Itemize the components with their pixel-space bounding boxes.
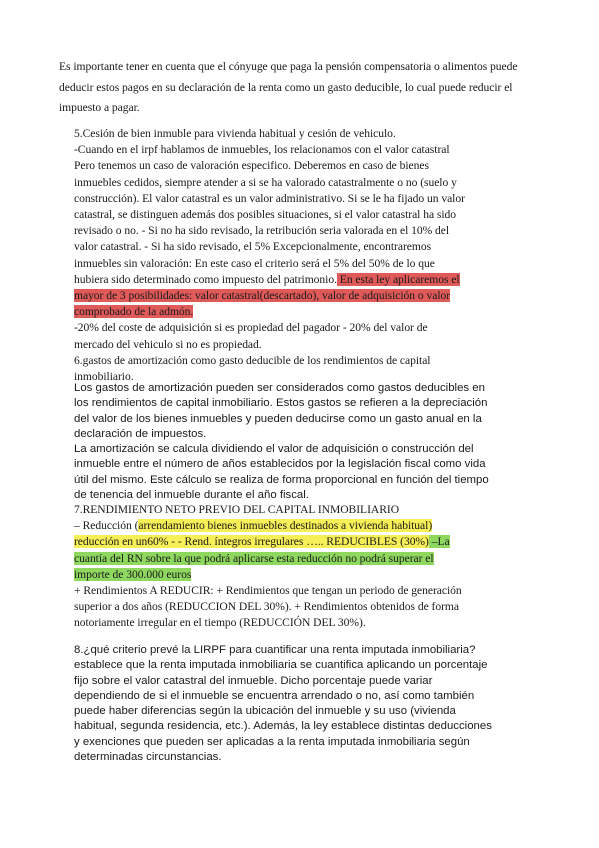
- section-7-line: [74, 534, 462, 550]
- section-8-line: determinadas circunstancias.: [74, 751, 222, 764]
- section-6-line: inmueble entre el número de años establecidos por la legislación fiscal como vida: [74, 458, 486, 471]
- intro-line: Es importante tener en cuenta que el cónyuge que paga la pensión compensatoria o alimentos puede: [59, 60, 518, 73]
- section-6-heading-line: inmobiliario.: [74, 369, 134, 383]
- section-6-paragraph-2: [74, 442, 489, 503]
- section-5-line: catastral, se distinguen además dos posibles situaciones, si el valor catastral ha sido: [74, 208, 457, 222]
- section-5-line: construcción). El valor catastral es un valor administrativo. Si se le ha fijado un valor: [74, 191, 465, 205]
- section-6-line: Los gastos de amortización pueden ser considerados como gastos deducibles en: [74, 382, 485, 394]
- section-5-text: hubiera sido determinado como impuesto del patrimonio.: [74, 272, 337, 286]
- green-highlight: importe de 300.000 euros: [74, 567, 192, 581]
- section-6-line: útil del mismo. Este cálculo se realiza de forma proporcional en función del tiempo: [74, 473, 489, 486]
- section-5-line: [74, 272, 465, 288]
- section-5-line: inmuebles cedidos, siempre atender a si se ha valorado catastralmente o no (suelo y: [74, 175, 457, 189]
- section-7-line: [74, 518, 462, 534]
- section-7-line: [74, 551, 462, 567]
- yellow-highlight: arrendamiento bienes inmuebles destinados a vivienda habitual): [138, 519, 433, 533]
- section-6-line: del valor de los bienes inmuebles y pueden deducirse como un gasto anual en la: [74, 412, 482, 425]
- section-5: [74, 126, 465, 353]
- yellow-highlight: reducción en un60% - - Rend. íntegros irregulares ….. REDUCIBLES (30%): [74, 535, 429, 549]
- section-5-line: -Cuando en el irpf hablamos de inmuebles, los relacionamos con el valor catastral: [74, 143, 450, 157]
- section-7-line: [74, 567, 462, 583]
- section-5-line: -20% del coste de adquisición si es propiedad del pagador - 20% del valor de: [74, 321, 428, 335]
- section-6-line: declaración de impuestos.: [74, 427, 207, 440]
- section-5-line: [74, 304, 465, 320]
- red-highlight: mayor de 3 posibilidades: valor catastral(descartado), valor de adquisición o valor: [74, 289, 451, 303]
- section-8-line: y exenciones que pueden ser aplicadas a la renta imputada inmobiliaria según: [74, 735, 470, 748]
- section-6-paragraph-1: [74, 381, 487, 442]
- intro-line: impuesto a pagar.: [59, 101, 140, 114]
- section-7-text: – Reducción (: [74, 519, 139, 533]
- section-5-line: mercado del vehiculo si no es propiedad.: [74, 337, 262, 351]
- section-6-line: de tenencia del inmueble durante el año fiscal.: [74, 488, 309, 501]
- section-8-line: puede haber diferencias según la ubicación del inmueble y su uso (vivienda: [74, 705, 456, 718]
- section-8: [74, 643, 492, 765]
- section-5-line: Pero tenemos un caso de valoración especifico. Deberemos en caso de bienes: [74, 159, 429, 173]
- intro-line: deducir estos pagos en su declaración de la renta como un gasto deducible, lo cual puede reducir el: [59, 80, 513, 94]
- section-5-heading: 5.Cesión de bien inmuble para vivienda habitual y cesión de vehiculo.: [74, 127, 396, 140]
- red-highlight: comprobado de la admón.: [74, 305, 194, 319]
- section-7-line: notoriamente irregular en el tiempo (REDUCCIÓN DEL 30%).: [74, 616, 366, 630]
- green-highlight: cuantía del RN sobre la que podrá aplicarse esta reducción no podrá superar el: [74, 551, 434, 565]
- section-7: [74, 502, 462, 632]
- section-5-line: revisado o no. - Si no ha sido revisado, la retribución seria valorada en el 10% del: [74, 224, 450, 238]
- section-7-heading: 7.RENDIMIENTO NETO PREVIO DEL CAPITAL INMOBILIARIO: [74, 503, 400, 516]
- section-7-line: + Rendimientos A REDUCIR: + Rendimientos que tengan un periodo de generación: [74, 584, 462, 598]
- intro-paragraph: [59, 57, 517, 119]
- section-8-line: establece que la renta imputada inmobiliaria se cuantifica aplicando un porcentaje: [74, 659, 488, 672]
- section-8-line: fijo sobre el valor catastral del inmueble. Dicho porcentaje puede variar: [74, 674, 433, 687]
- section-5-line: inmuebles sin valoración: En este caso el criterio será el 5% del 50% de lo que: [74, 256, 435, 270]
- section-7-line: superior a dos años (REDUCCION DEL 30%). + Rendimientos obtenidos de forma: [74, 600, 459, 614]
- section-6-line: los rendimientos de capital inmobiliario. Estos gastos se refieren a la depreciación: [74, 397, 488, 410]
- red-highlight: En esta ley aplicaremos el: [336, 272, 460, 286]
- section-5-line: [74, 288, 465, 304]
- section-6-heading: [74, 353, 430, 384]
- section-6-line: La amortización se calcula dividiendo el valor de adquisición o construcción del: [74, 443, 474, 455]
- section-5-line: valor catastral. - Si ha sido revisado, el 5% Excepcionalmente, encontraremos: [74, 240, 432, 254]
- section-8-line: habitual, segunda residencia, etc.). Además, la ley establece distintas deducciones: [74, 720, 492, 733]
- green-highlight: –La: [428, 535, 450, 549]
- section-8-heading: 8.¿qué criterio prevé la LIRPF para cuantificar una renta imputada inmobiliaria?: [74, 644, 476, 656]
- section-6-heading-line: 6.gastos de amortización como gasto deducible de los rendimientos de capital: [74, 354, 431, 367]
- section-8-line: dependiendo de si el inmueble se encuentra arrendado o no, así como también: [74, 689, 475, 702]
